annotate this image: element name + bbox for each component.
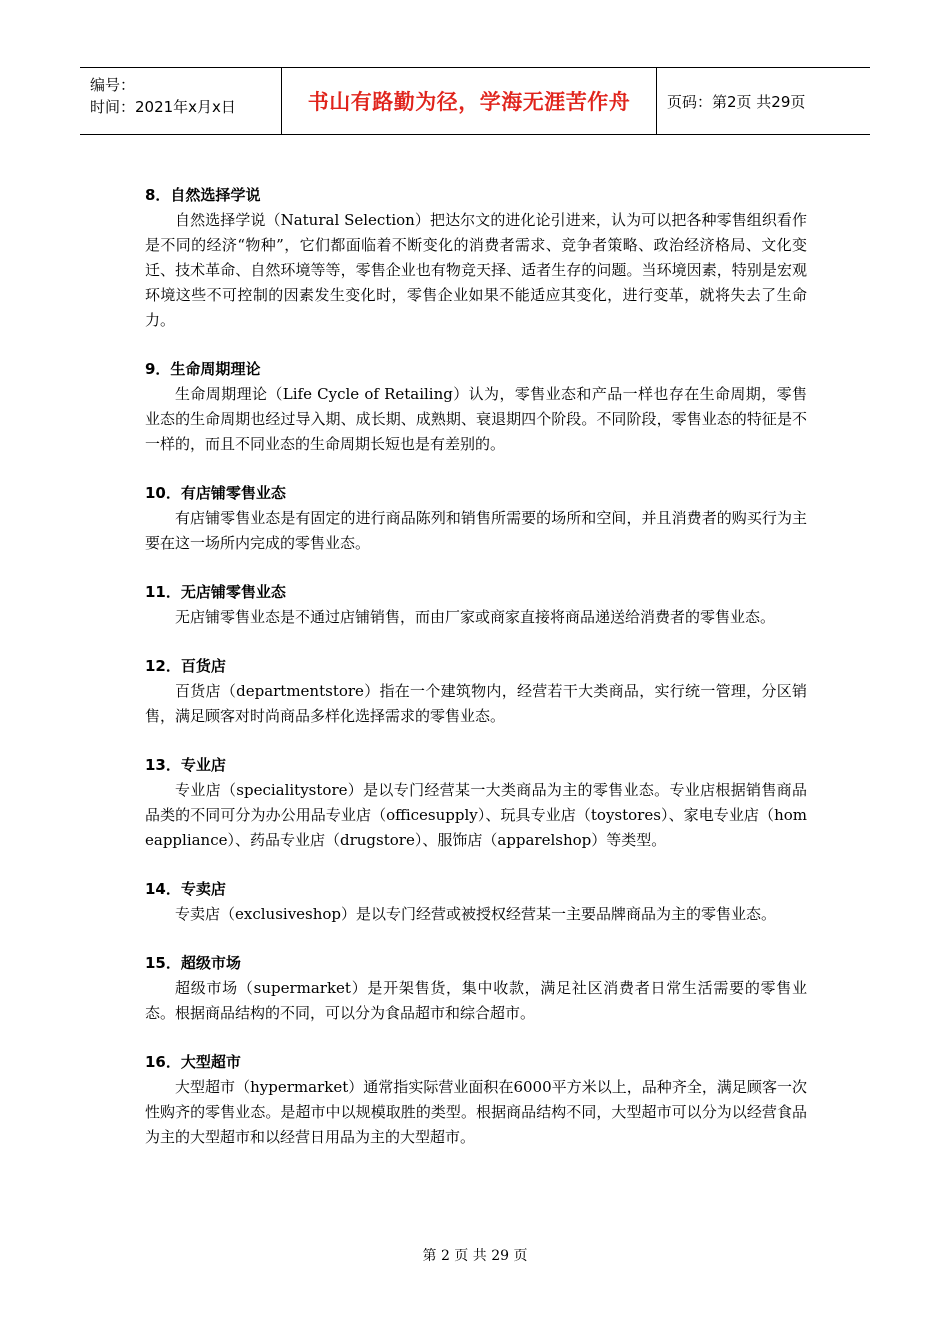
section-13 (145, 753, 807, 853)
document-number-label: 编号： (90, 76, 136, 94)
header-motto: 书山有路勤为径，学海无涯苦作舟 (282, 68, 657, 134)
section-paragraph: 无店铺零售业态是不通过店铺销售，而由厂家或商家直接将商品递送给消费者的零售业态。 (175, 608, 776, 626)
page-footer: 第 2 页 共 29 页 (422, 1248, 528, 1264)
section-10 (145, 481, 807, 556)
section-paragraph: 有店铺零售业态是有固定的进行商品陈列和销售所需要的场所和空间，并且消费者的购买行为主要在这一场所内完成的零售业态。 (145, 509, 807, 552)
header-meta (80, 68, 282, 134)
section-paragraph: 大型超市（hypermarket）通常指实际营业面积在6000平方米以上，品种齐全，满足顾客一次性购齐的零售业态。是超市中以规模取胜的类型。根据商品结构不同，大型超市可以分为以经营食品为主的大型超市和以经营日用品为主的大型超市。 (145, 1078, 807, 1146)
section-15 (145, 951, 807, 1026)
page-header (80, 67, 870, 135)
section-title: 13．专业店 (145, 756, 226, 774)
section-title: 16．大型超市 (145, 1053, 241, 1071)
document-body (145, 183, 807, 1174)
section-title: 11．无店铺零售业态 (145, 583, 286, 601)
section-title: 14．专卖店 (145, 880, 226, 898)
section-8 (145, 183, 807, 333)
section-title: 8．自然选择学说 (145, 186, 261, 204)
section-paragraph: 生命周期理论（Life Cycle of Retailing）认为，零售业态和产品一样也存在生命周期，零售业态的生命周期也经过导入期、成长期、成熟期、衰退期四个阶段。不同阶段，零售业态的特征是不一样的，而且不同业态的生命周期长短也是有差别的。 (145, 385, 807, 453)
section-title: 10．有店铺零售业态 (145, 484, 286, 502)
section-12 (145, 654, 807, 729)
section-title: 9．生命周期理论 (145, 360, 261, 378)
section-paragraph: 自然选择学说（Natural Selection）把达尔文的进化论引进来，认为可以把各种零售组织看作是不同的经济“物种”，它们都面临着不断变化的消费者需求、竞争者策略、政治经济格局、文化变迁、技术革命、自然环境等等，零售企业也有物竞天择、适者生存的问题。当环境因素，特别是宏观环境这些不可控制的因素发生变化时，零售企业如果不能适应其变化，进行变革，就将失去了生命力。 (145, 211, 807, 329)
section-14 (145, 877, 807, 927)
header-page-info: 页码：第2页 共29页 (667, 92, 806, 111)
section-9 (145, 357, 807, 457)
section-16 (145, 1050, 807, 1150)
section-paragraph: 专业店（specialitystore）是以专门经营某一大类商品为主的零售业态。专业店根据销售商品品类的不同可分为办公用品专业店（officesupply）、玩具专业店（toystores）、家电专业店（homeappliance）、药品专业店（drugstore）、服饰店（apparelshop）等类型。 (145, 781, 807, 849)
section-paragraph: 百货店（departmentstore）指在一个建筑物内，经营若干大类商品，实行统一管理，分区销售，满足顾客对时尚商品多样化选择需求的零售业态。 (145, 682, 807, 725)
section-title: 15．超级市场 (145, 954, 241, 972)
section-11 (145, 580, 807, 630)
document-date: 时间：2021年x月x日 (90, 98, 236, 116)
section-title: 12．百货店 (145, 657, 226, 675)
section-paragraph: 专卖店（exclusiveshop）是以专门经营或被授权经营某一主要品牌商品为主的零售业态。 (175, 905, 777, 923)
section-paragraph: 超级市场（supermarket）是开架售货，集中收款，满足社区消费者日常生活需要的零售业态。根据商品结构的不同，可以分为食品超市和综合超市。 (145, 979, 807, 1022)
